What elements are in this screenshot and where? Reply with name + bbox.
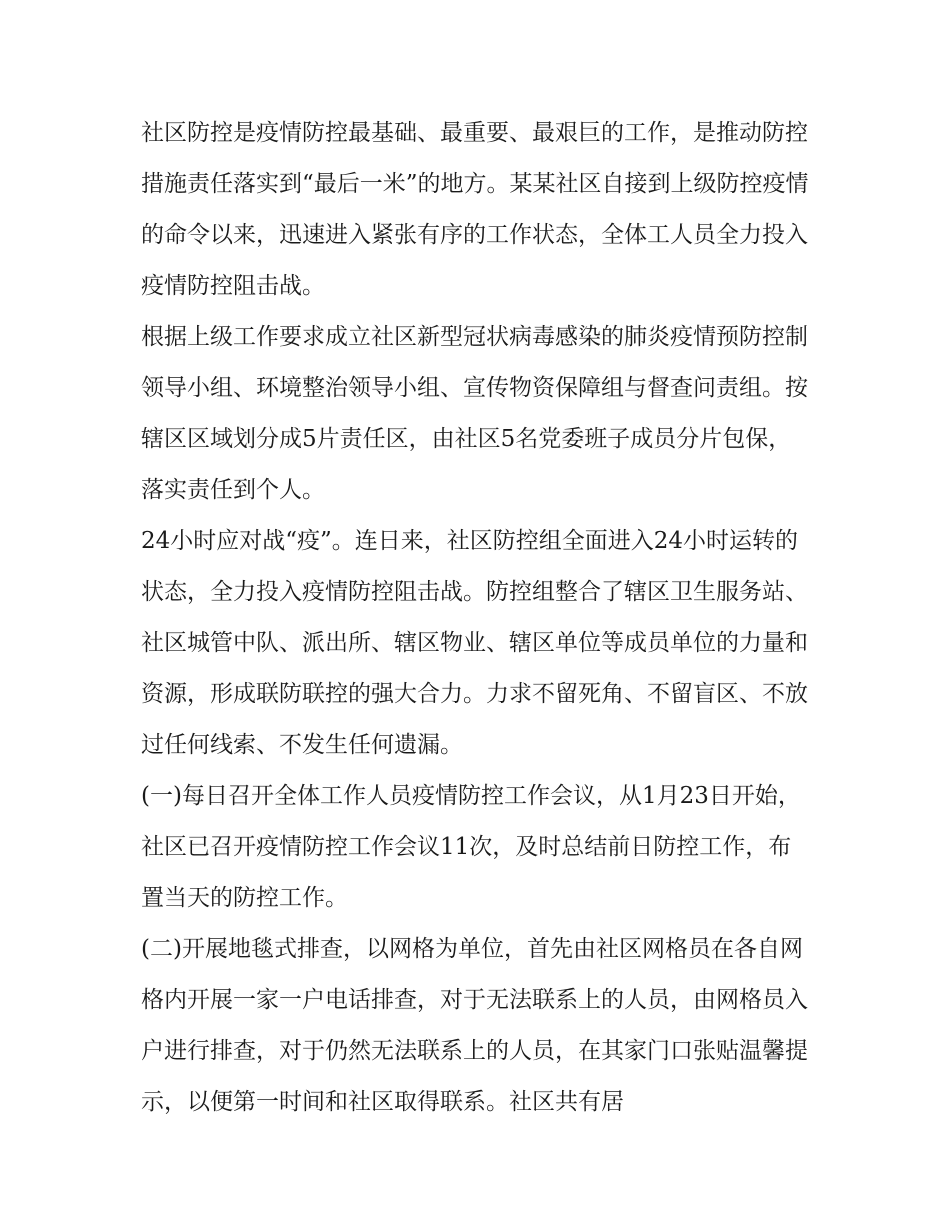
paragraph-3: 24小时应对战“疫”。连日来，社区防控组全面进入24小时运转的状态，全力投入疫情防控阻击战。防控组整合了辖区卫生服务站、社区城管中队、派出所、辖区物业、辖区单位等成员单位的力量和资源，形成联防联控的强大合力。力求不留死角、不留盲区、不放过任何线索、不发生任何遗漏。	[141, 528, 808, 758]
paragraph-2: 根据上级工作要求成立社区新型冠状病毒感染的肺炎疫情预防控制领导小组、环境整治领导小组、宣传物资保障组与督查问责组。按辖区区域划分成5片责任区，由社区5名党委班子成员分片包保，落实责任到个人。	[141, 324, 808, 503]
paragraph-1: 社区防控是疫情防控最基础、最重要、最艰巨的工作，是推动防控措施责任落实到“最后一米”的地方。某某社区自接到上级防控疫情的命令以来，迅速进入紧张有序的工作状态，全体工人员全力投入疫情防控阻击战。	[141, 120, 809, 299]
document-body	[141, 108, 813, 1128]
paragraph-5: (二)开展地毯式排查，以网格为单位，首先由社区网格员在各自网格内开展一家一户电话排查，对于无法联系上的人员，由网格员入户进行排查，对于仍然无法联系上的人员，在其家门口张贴温馨提示，以便第一时间和社区取得联系。社区共有居	[141, 936, 808, 1115]
paragraph-4: (一)每日召开全体工作人员疫情防控工作会议，从1月23日开始，社区已召开疫情防控工作会议11次，及时总结前日防控工作，布置当天的防控工作。	[141, 783, 801, 911]
